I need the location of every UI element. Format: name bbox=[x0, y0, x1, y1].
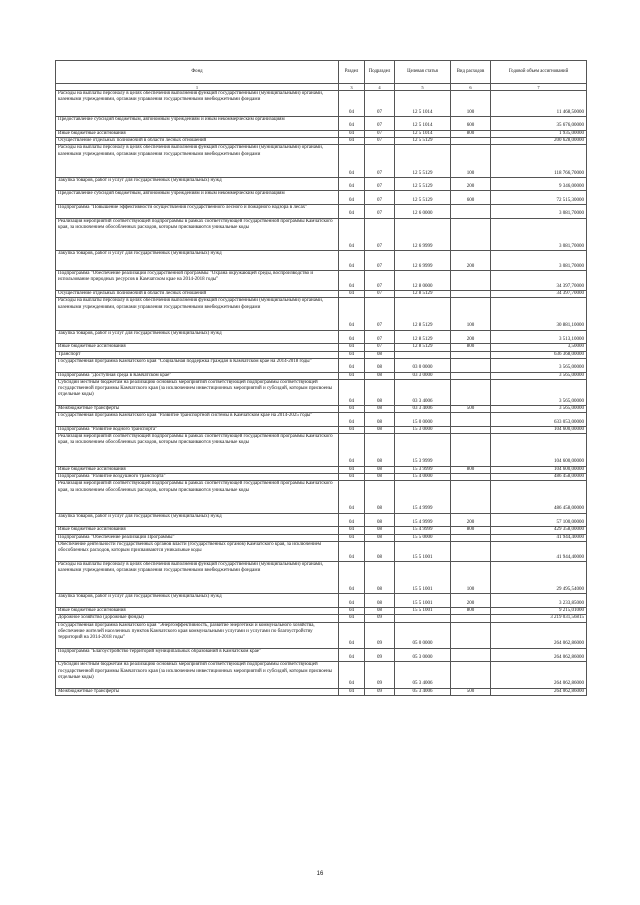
row-razdel: 04 bbox=[339, 251, 365, 271]
row-target-article: 15 4 9999 bbox=[395, 481, 451, 514]
row-razdel: 04 bbox=[339, 413, 365, 427]
row-podrazdel: 08 bbox=[365, 351, 395, 358]
row-name: Иные бюджетные ассигнования bbox=[56, 527, 339, 534]
row-razdel: 04 bbox=[339, 145, 365, 178]
row-expense-type: 200 bbox=[451, 177, 491, 191]
row-razdel: 04 bbox=[339, 271, 365, 291]
row-razdel: 04 bbox=[339, 622, 365, 648]
row-razdel: 04 bbox=[339, 541, 365, 561]
row-podrazdel: 08 bbox=[365, 513, 395, 527]
row-expense-type bbox=[451, 358, 491, 372]
row-name: Реализация мероприятий соответствующей подпрограммы в рамках соответствующей государственной программы Камчатского края, за исключением обособленных расходов, которым присваиваются уникальные коды bbox=[56, 434, 339, 467]
row-expense-type bbox=[451, 622, 491, 648]
row-target-article: 12 8 5129 bbox=[395, 298, 451, 331]
row-razdel: 04 bbox=[339, 426, 365, 433]
row-expense-type: 600 bbox=[451, 191, 491, 205]
row-target-article: 05 3 0000 bbox=[395, 648, 451, 662]
row-name: Закупка товаров, работ и услуг для государственных (муниципальных) нужд bbox=[56, 594, 339, 608]
row-annual-volume: 41 944,40000 bbox=[491, 541, 587, 561]
header-podrazdel: Подраздел bbox=[365, 61, 395, 84]
row-razdel: 04 bbox=[339, 330, 365, 344]
table-row bbox=[56, 615, 587, 622]
table-row bbox=[56, 413, 587, 427]
table-row bbox=[56, 138, 587, 145]
row-expense-type: 800 bbox=[451, 344, 491, 351]
row-name: Расходы на выплаты персоналу в целях обеспечения выполнения функций государственными (муниципальными) органами, казенными учреждениями, органами управления государственными внебюджетными фондами bbox=[56, 91, 339, 117]
row-annual-volume: 3 233,85000 bbox=[491, 594, 587, 608]
row-expense-type: 500 bbox=[451, 688, 491, 695]
table-row bbox=[56, 344, 587, 351]
budget-table-sheet bbox=[55, 60, 586, 696]
row-target-article: 03 3 0000 bbox=[395, 372, 451, 379]
row-target-article: 12 8 5129 bbox=[395, 330, 451, 344]
row-podrazdel: 07 bbox=[365, 290, 395, 297]
row-annual-volume: 34 397,70000 bbox=[491, 290, 587, 297]
header-expense-type: Вид расходов bbox=[451, 61, 491, 84]
row-expense-type: 200 bbox=[451, 330, 491, 344]
row-podrazdel: 07 bbox=[365, 191, 395, 205]
row-expense-type bbox=[451, 290, 491, 297]
row-annual-volume: 264 062,86000 bbox=[491, 648, 587, 662]
column-number: 6 bbox=[451, 84, 491, 91]
row-target-article: 05 3 4006 bbox=[395, 662, 451, 688]
row-podrazdel: 07 bbox=[365, 117, 395, 131]
row-podrazdel: 07 bbox=[365, 91, 395, 117]
row-target-article: 03 3 4006 bbox=[395, 406, 451, 413]
row-target-article: 15 4 0000 bbox=[395, 473, 451, 480]
table-row bbox=[56, 648, 587, 662]
row-annual-volume: 104 600,00000 bbox=[491, 426, 587, 433]
row-name: Подпрограмма "Обеспечение реализации Программы" bbox=[56, 534, 339, 541]
row-annual-volume: 9 346,00000 bbox=[491, 177, 587, 191]
row-name: Реализация мероприятий соответствующей подпрограммы в рамках соответствующей государственной программы Камчатского края, за исключением обособленных расходов, которым присваиваются уникальные коды bbox=[56, 218, 339, 251]
row-name: Субсидии местным бюджетам на реализацию основных мероприятий соответствующей подпрограммы соответствующей государственной программы Камчатского края (за исключением инвестиционных мероприятий и субсидий, которым присвоены отдельные коды) bbox=[56, 662, 339, 688]
row-annual-volume: 200 628,00000 bbox=[491, 138, 587, 145]
row-expense-type bbox=[451, 379, 491, 405]
row-expense-type: 500 bbox=[451, 406, 491, 413]
row-podrazdel: 07 bbox=[365, 218, 395, 251]
row-annual-volume: 57 100,00000 bbox=[491, 513, 587, 527]
row-razdel: 04 bbox=[339, 298, 365, 331]
table-row bbox=[56, 594, 587, 608]
row-name: Расходы на выплаты персоналу в целях обеспечения выполнения функций государственными (муниципальными) органами, казенными учреждениями, органами управления государственными внебюджетными фондами bbox=[56, 145, 339, 178]
row-razdel: 04 bbox=[339, 138, 365, 145]
row-annual-volume: 264 062,86000 bbox=[491, 662, 587, 688]
row-razdel: 04 bbox=[339, 117, 365, 131]
table-row bbox=[56, 481, 587, 514]
row-podrazdel: 08 bbox=[365, 541, 395, 561]
row-name: Подпрограмма "Доступная среда в Камчатском крае" bbox=[56, 372, 339, 379]
row-target-article: 12 5 5129 bbox=[395, 138, 451, 145]
row-name: Государственная программа Камчатского края "Развитие транспортной системы в Камчатском крае на 2014-2025 годы" bbox=[56, 413, 339, 427]
row-expense-type: 800 bbox=[451, 527, 491, 534]
row-name: Подпрограмма "Развитие воздушного транспорта" bbox=[56, 473, 339, 480]
row-target-article: 12 8 0000 bbox=[395, 271, 451, 291]
row-name: Иные бюджетные ассигнования bbox=[56, 130, 339, 137]
column-number: 5 bbox=[395, 84, 451, 91]
table-row bbox=[56, 406, 587, 413]
row-name: Подпрограмма "Благоустройство территорий муниципальных образований в Камчатском крае" bbox=[56, 648, 339, 662]
row-razdel: 04 bbox=[339, 130, 365, 137]
row-target-article: 15 3 9999 bbox=[395, 466, 451, 473]
row-podrazdel: 08 bbox=[365, 607, 395, 614]
row-razdel: 04 bbox=[339, 344, 365, 351]
row-annual-volume: 29 495,54000 bbox=[491, 561, 587, 594]
row-expense-type bbox=[451, 138, 491, 145]
table-row bbox=[56, 541, 587, 561]
table-row bbox=[56, 622, 587, 648]
column-number-row bbox=[56, 84, 587, 91]
row-annual-volume: 1 935,00000 bbox=[491, 130, 587, 137]
row-target-article: 03 3 4006 bbox=[395, 379, 451, 405]
header-razdel: Раздел bbox=[339, 61, 365, 84]
row-name: Закупка товаров, работ и услуг для государственных (муниципальных) нужд bbox=[56, 513, 339, 527]
table-row bbox=[56, 91, 587, 117]
row-expense-type bbox=[451, 426, 491, 433]
row-target-article: 03 0 0000 bbox=[395, 358, 451, 372]
row-podrazdel: 08 bbox=[365, 527, 395, 534]
row-annual-volume: 264 062,86000 bbox=[491, 622, 587, 648]
row-razdel: 04 bbox=[339, 358, 365, 372]
table-row bbox=[56, 561, 587, 594]
table-row bbox=[56, 251, 587, 271]
column-number: 4 bbox=[365, 84, 395, 91]
row-name: Дорожное хозяйство (дорожные фонды) bbox=[56, 615, 339, 622]
column-number: 7 bbox=[491, 84, 587, 91]
row-podrazdel: 08 bbox=[365, 466, 395, 473]
row-name: Подпрограмма "Обеспечение реализации государственной программы "Охрана окружающей среды, воспроизводство и использование природных ресурсов в Камчатском крае на 2014-2018 годы" bbox=[56, 271, 339, 291]
row-podrazdel: 08 bbox=[365, 426, 395, 433]
table-row bbox=[56, 298, 587, 331]
row-razdel: 04 bbox=[339, 594, 365, 608]
row-annual-volume: 3 565,00000 bbox=[491, 379, 587, 405]
row-razdel: 04 bbox=[339, 473, 365, 480]
row-target-article: 05 0 0000 bbox=[395, 622, 451, 648]
row-expense-type: 200 bbox=[451, 251, 491, 271]
table-row bbox=[56, 527, 587, 534]
row-name: Предоставление субсидий бюджетным, автономным учреждениям и иным некоммерческим организациям bbox=[56, 117, 339, 131]
row-expense-type: 800 bbox=[451, 466, 491, 473]
row-name: Расходы на выплаты персоналу в целях обеспечения выполнения функций государственными (муниципальными) органами, казенными учреждениями, органами управления государственными внебюджетными фондами bbox=[56, 298, 339, 331]
row-expense-type: 100 bbox=[451, 91, 491, 117]
table-header-row bbox=[56, 61, 587, 84]
row-expense-type bbox=[451, 205, 491, 219]
row-name: Осуществление отдельных полномочий в области лесных отношений bbox=[56, 290, 339, 297]
row-target-article: 15 4 9999 bbox=[395, 513, 451, 527]
row-expense-type bbox=[451, 434, 491, 467]
row-target-article: 15 0 0000 bbox=[395, 413, 451, 427]
row-podrazdel: 08 bbox=[365, 561, 395, 594]
row-annual-volume: 11 468,50000 bbox=[491, 91, 587, 117]
row-razdel: 04 bbox=[339, 91, 365, 117]
row-annual-volume: 3 565,00000 bbox=[491, 372, 587, 379]
row-target-article: 12 6 0000 bbox=[395, 205, 451, 219]
table-row bbox=[56, 351, 587, 358]
row-target-article: 12 6 9999 bbox=[395, 251, 451, 271]
row-razdel: 04 bbox=[339, 191, 365, 205]
row-expense-type bbox=[451, 615, 491, 622]
table-row bbox=[56, 205, 587, 219]
row-expense-type bbox=[451, 534, 491, 541]
row-name: Иные бюджетные ассигнования bbox=[56, 607, 339, 614]
header-target-article: Целевая статья bbox=[395, 61, 451, 84]
table-row bbox=[56, 271, 587, 291]
row-target-article: 12 5 1014 bbox=[395, 91, 451, 117]
row-target-article: 12 5 5129 bbox=[395, 177, 451, 191]
table-row bbox=[56, 534, 587, 541]
row-name: Закупка товаров, работ и услуг для государственных (муниципальных) нужд bbox=[56, 251, 339, 271]
header-name: Фонд bbox=[56, 61, 339, 84]
row-annual-volume: 41 944,40000 bbox=[491, 534, 587, 541]
table-row bbox=[56, 290, 587, 297]
row-podrazdel: 08 bbox=[365, 372, 395, 379]
row-name: Реализация мероприятий соответствующей подпрограммы в рамках соответствующей государственной программы Камчатского края, за исключением обособленных расходов, которым присваиваются уникальные коды bbox=[56, 481, 339, 514]
row-razdel: 04 bbox=[339, 290, 365, 297]
row-expense-type: 800 bbox=[451, 130, 491, 137]
row-target-article: 12 5 5129 bbox=[395, 191, 451, 205]
row-razdel: 04 bbox=[339, 648, 365, 662]
row-expense-type bbox=[451, 662, 491, 688]
row-annual-volume: 3 081,70000 bbox=[491, 205, 587, 219]
table-row bbox=[56, 145, 587, 178]
table-row bbox=[56, 330, 587, 344]
row-annual-volume: 104 600,00000 bbox=[491, 466, 587, 473]
row-podrazdel: 09 bbox=[365, 615, 395, 622]
row-expense-type bbox=[451, 648, 491, 662]
table-row bbox=[56, 662, 587, 688]
column-number: 3 bbox=[339, 84, 365, 91]
row-razdel: 04 bbox=[339, 513, 365, 527]
row-target-article bbox=[395, 351, 451, 358]
row-razdel: 04 bbox=[339, 607, 365, 614]
row-annual-volume: 429 358,00000 bbox=[491, 527, 587, 534]
row-target-article: 05 3 4006 bbox=[395, 688, 451, 695]
row-podrazdel: 07 bbox=[365, 177, 395, 191]
row-podrazdel: 07 bbox=[365, 205, 395, 219]
row-name: Обеспечение деятельности государственных органов власти (государственных органов) Камчатского края, за исключением обособленных расходов, которым присваиваются уникальные коды bbox=[56, 541, 339, 561]
row-podrazdel: 08 bbox=[365, 379, 395, 405]
table-row bbox=[56, 218, 587, 251]
row-name: Подпрограмма "Повышение эффективности осуществления государственного лесного и пожарного надзора в лесах" bbox=[56, 205, 339, 219]
row-annual-volume: 72 515,30000 bbox=[491, 191, 587, 205]
row-podrazdel: 07 bbox=[365, 298, 395, 331]
row-razdel: 04 bbox=[339, 466, 365, 473]
row-target-article bbox=[395, 615, 451, 622]
row-expense-type bbox=[451, 541, 491, 561]
table-row bbox=[56, 466, 587, 473]
row-podrazdel: 07 bbox=[365, 130, 395, 137]
row-name: Подпрограмма "Развитие водного транспорта" bbox=[56, 426, 339, 433]
table-row bbox=[56, 372, 587, 379]
row-razdel: 04 bbox=[339, 662, 365, 688]
row-podrazdel: 08 bbox=[365, 473, 395, 480]
row-expense-type bbox=[451, 481, 491, 514]
row-annual-volume: 486 458,00000 bbox=[491, 473, 587, 480]
row-annual-volume: 636 368,00000 bbox=[491, 351, 587, 358]
row-annual-volume: 486 458,00000 bbox=[491, 481, 587, 514]
row-name: Межбюджетные трансферты bbox=[56, 688, 339, 695]
row-expense-type: 200 bbox=[451, 513, 491, 527]
row-podrazdel: 09 bbox=[365, 648, 395, 662]
row-name: Межбюджетные трансферты bbox=[56, 406, 339, 413]
header-annual-volume: Годовой объем ассигнований bbox=[491, 61, 587, 84]
row-podrazdel: 08 bbox=[365, 594, 395, 608]
row-name: Иные бюджетные ассигнования bbox=[56, 466, 339, 473]
row-annual-volume: 3 513,10000 bbox=[491, 330, 587, 344]
row-podrazdel: 07 bbox=[365, 138, 395, 145]
row-podrazdel: 09 bbox=[365, 688, 395, 695]
table-row bbox=[56, 434, 587, 467]
row-expense-type: 600 bbox=[451, 117, 491, 131]
row-annual-volume: 3 081,70000 bbox=[491, 218, 587, 251]
row-name: Транспорт bbox=[56, 351, 339, 358]
row-target-article: 15 3 9999 bbox=[395, 434, 451, 467]
row-target-article: 12 5 1014 bbox=[395, 130, 451, 137]
row-podrazdel: 09 bbox=[365, 662, 395, 688]
table-row bbox=[56, 191, 587, 205]
row-podrazdel: 08 bbox=[365, 358, 395, 372]
row-target-article: 12 8 5129 bbox=[395, 290, 451, 297]
row-podrazdel: 08 bbox=[365, 413, 395, 427]
row-name: Предоставление субсидий бюджетным, автономным учреждениям и иным некоммерческим организациям bbox=[56, 191, 339, 205]
row-podrazdel: 07 bbox=[365, 145, 395, 178]
row-annual-volume: 264 062,86000 bbox=[491, 688, 587, 695]
row-podrazdel: 09 bbox=[365, 622, 395, 648]
row-annual-volume: 34 397,70000 bbox=[491, 271, 587, 291]
row-expense-type: 800 bbox=[451, 607, 491, 614]
row-razdel: 04 bbox=[339, 205, 365, 219]
row-annual-volume: 35 676,00000 bbox=[491, 117, 587, 131]
row-expense-type: 100 bbox=[451, 145, 491, 178]
row-razdel: 04 bbox=[339, 351, 365, 358]
page-number: 16 bbox=[316, 871, 324, 877]
row-podrazdel: 07 bbox=[365, 271, 395, 291]
row-annual-volume: 30 881,10000 bbox=[491, 298, 587, 331]
row-razdel: 04 bbox=[339, 372, 365, 379]
row-razdel: 04 bbox=[339, 218, 365, 251]
table-row bbox=[56, 688, 587, 695]
row-target-article: 15 5 1001 bbox=[395, 607, 451, 614]
row-target-article: 15 5 1001 bbox=[395, 594, 451, 608]
row-razdel: 04 bbox=[339, 561, 365, 594]
row-expense-type bbox=[451, 271, 491, 291]
row-target-article: 12 6 9999 bbox=[395, 218, 451, 251]
row-annual-volume: 3 081,70000 bbox=[491, 251, 587, 271]
row-razdel: 04 bbox=[339, 615, 365, 622]
row-expense-type: 200 bbox=[451, 594, 491, 608]
table-row bbox=[56, 379, 587, 405]
row-annual-volume: 3,50000 bbox=[491, 344, 587, 351]
row-annual-volume: 3 219 031,56815 bbox=[491, 615, 587, 622]
row-name: Расходы на выплаты персоналу в целях обеспечения выполнения функций государственными (муниципальными) органами, казенными учреждениями, органами управления государственными внебюджетными фондами bbox=[56, 561, 339, 594]
row-expense-type: 100 bbox=[451, 298, 491, 331]
table-row bbox=[56, 130, 587, 137]
table-row bbox=[56, 473, 587, 480]
row-expense-type bbox=[451, 218, 491, 251]
row-target-article: 15 5 1001 bbox=[395, 561, 451, 594]
row-name: Иные бюджетные ассигнования bbox=[56, 344, 339, 351]
row-name: Осуществление отдельных полномочий в области лесных отношений bbox=[56, 138, 339, 145]
row-podrazdel: 08 bbox=[365, 481, 395, 514]
row-target-article: 15 3 0000 bbox=[395, 426, 451, 433]
row-annual-volume: 104 600,00000 bbox=[491, 434, 587, 467]
row-podrazdel: 07 bbox=[365, 330, 395, 344]
row-razdel: 04 bbox=[339, 379, 365, 405]
budget-allocation-table bbox=[55, 60, 587, 696]
row-annual-volume: 118 766,70000 bbox=[491, 145, 587, 178]
table-row bbox=[56, 513, 587, 527]
row-razdel: 04 bbox=[339, 688, 365, 695]
row-podrazdel: 08 bbox=[365, 534, 395, 541]
row-podrazdel: 07 bbox=[365, 344, 395, 351]
row-podrazdel: 08 bbox=[365, 406, 395, 413]
table-body bbox=[56, 91, 587, 696]
row-name: Государственная программа Камчатского края "Энергоэффективность, развитие энергетики и коммунального хозяйства, обеспечение жителей населенных пунктов Камчатского края коммунальными услугами и услугами по благоустройству территорий на 2014-2018 годы" bbox=[56, 622, 339, 648]
column-number: 1 bbox=[56, 84, 339, 91]
table-row bbox=[56, 358, 587, 372]
row-razdel: 04 bbox=[339, 434, 365, 467]
row-podrazdel: 08 bbox=[365, 434, 395, 467]
row-expense-type bbox=[451, 351, 491, 358]
table-row bbox=[56, 426, 587, 433]
row-name: Государственная программа Камчатского края "Социальная поддержка граждан в Камчатском крае на 2014-2018 годы" bbox=[56, 358, 339, 372]
row-razdel: 04 bbox=[339, 177, 365, 191]
row-podrazdel: 07 bbox=[365, 251, 395, 271]
row-name: Субсидии местным бюджетам на реализацию основных мероприятий соответствующей подпрограммы соответствующей государственной программы Камчатского края (за исключением инвестиционных мероприятий и субсидий, которым присвоены отдельные коды) bbox=[56, 379, 339, 405]
row-expense-type bbox=[451, 413, 491, 427]
row-target-article: 15 4 9999 bbox=[395, 527, 451, 534]
row-razdel: 04 bbox=[339, 534, 365, 541]
table-row bbox=[56, 607, 587, 614]
row-target-article: 12 8 5129 bbox=[395, 344, 451, 351]
table-row bbox=[56, 117, 587, 131]
table-row bbox=[56, 177, 587, 191]
row-name: Закупка товаров, работ и услуг для государственных (муниципальных) нужд bbox=[56, 330, 339, 344]
row-expense-type bbox=[451, 473, 491, 480]
row-target-article: 12 5 5129 bbox=[395, 145, 451, 178]
row-annual-volume: 3 565,00000 bbox=[491, 358, 587, 372]
row-razdel: 04 bbox=[339, 406, 365, 413]
row-annual-volume: 3 565,00000 bbox=[491, 406, 587, 413]
row-target-article: 15 5 1001 bbox=[395, 541, 451, 561]
row-expense-type bbox=[451, 372, 491, 379]
row-annual-volume: 633 053,00000 bbox=[491, 413, 587, 427]
row-razdel: 04 bbox=[339, 527, 365, 534]
row-target-article: 12 5 1014 bbox=[395, 117, 451, 131]
row-target-article: 15 5 0000 bbox=[395, 534, 451, 541]
row-expense-type: 100 bbox=[451, 561, 491, 594]
row-name: Закупка товаров, работ и услуг для государственных (муниципальных) нужд bbox=[56, 177, 339, 191]
row-razdel: 04 bbox=[339, 481, 365, 514]
row-annual-volume: 9 215,01000 bbox=[491, 607, 587, 614]
